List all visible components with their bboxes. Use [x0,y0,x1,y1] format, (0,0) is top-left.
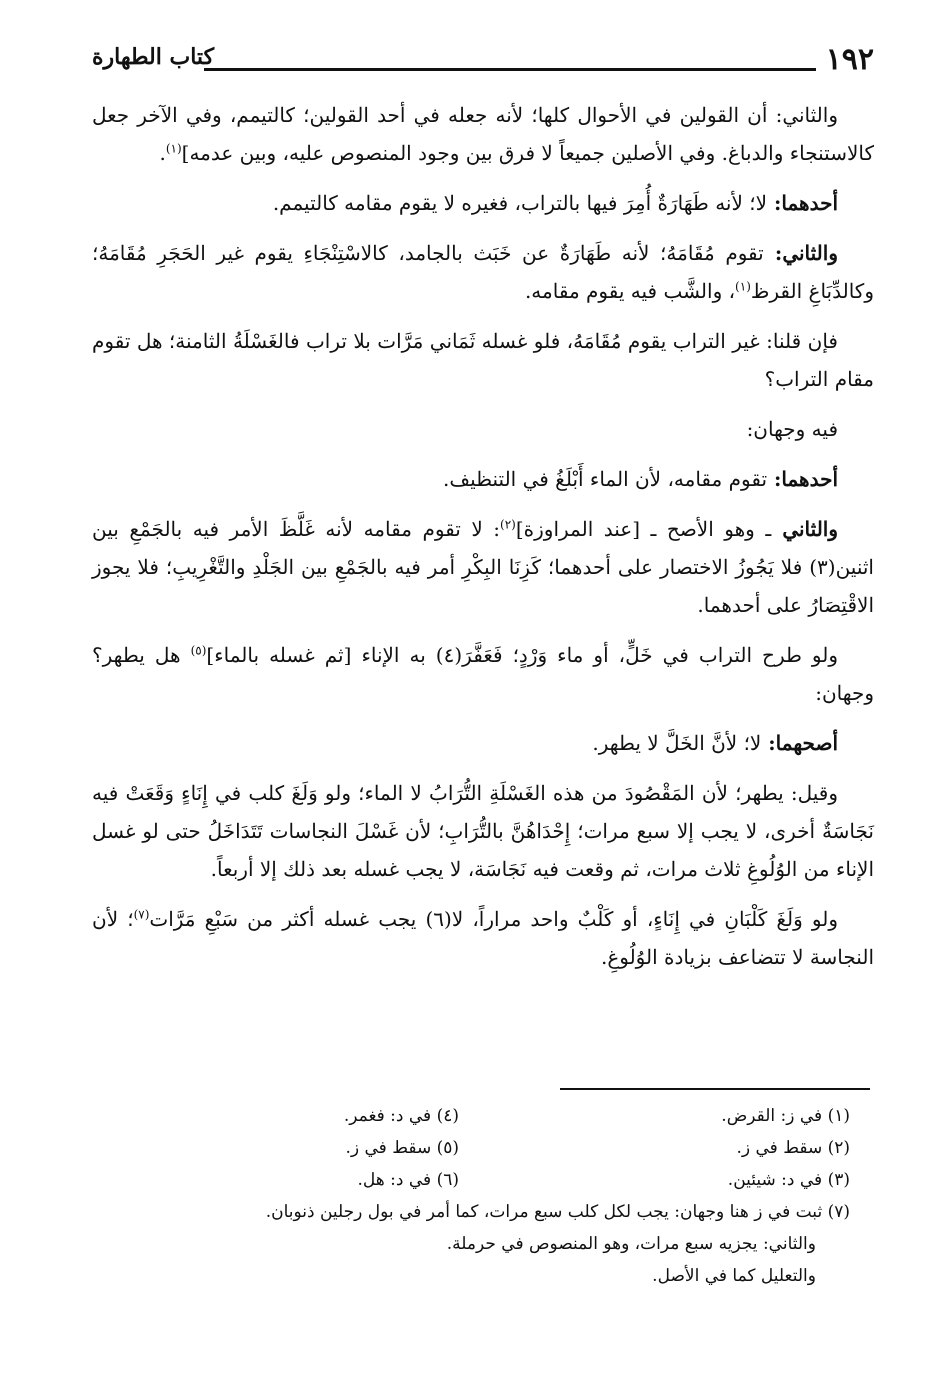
paragraph [92,774,874,888]
footnote-7-line: والتعليل كما في الأصل. [652,1266,816,1286]
paragraph [92,460,874,498]
footnotes [92,1100,874,1292]
paragraph [92,636,874,712]
main-text [92,96,874,988]
paragraph-text: فيه وجهان: [746,417,838,441]
paragraph-lead: أحدهما: [767,191,838,215]
paragraph-lead: أحدهما: [767,467,838,491]
paragraph-text: والثاني: أن القولين في الأحوال كلها؛ لأنه جعله في أحد القولين؛ كالتيمم، وفي الآخر جعل كالاستنجاء والدباغ. وفي الأصلين جميعاً لا فرق بين وجود المنصوص عليه، وبين عدمه] [92,103,874,165]
footnote-1: (١) في ز: القرض. [721,1106,850,1126]
paragraph-text: لا؛ لأنَّ الخَلَّ لا يطهر. [592,731,762,755]
paragraph-tail: : لا تقوم مقامه لأنه غَلَّظَ الأمر فيه بالجَمْعِ بين اثنين(٣) فلا يَجُوزُ الاختصار على أحدهما؛ كَزِنَا البِكْرِ أمر فيه بالجَمْعِ بين الجَلْدِ والتَّغْرِيبِ؛ فلا يجوز الاقْتِصَارُ على أحدهما. [92,517,874,617]
paragraph-tail: . [159,141,166,165]
page-number: ١٩٢ [825,42,874,77]
footnote-ref: (٥) [190,643,207,658]
footnote-column-right [483,1100,874,1196]
paragraph [92,510,874,624]
paragraph-tail: هل يطهر؟ وجهان: [92,643,874,705]
paragraph-lead: والثاني: [763,241,838,265]
paragraph-lead: أصحهما: [761,731,838,755]
paragraph-text: لا؛ لأنه طَهَارَةٌ أُمِرَ فيها بالتراب، فغيره لا يقوم مقامه كالتيمم. [272,191,768,215]
paragraph [92,322,874,398]
paragraph-text: ـ وهو الأصح ـ [عند المراوزة] [515,517,772,541]
footnote-7-line: (٧) ثبت في ز هنا وجهان: يجب لكل كلب سبع مرات، كما أمر في بول رجلين ذنوبان. [265,1202,850,1222]
paragraph [92,234,874,310]
footnote-6: (٦) في د: هل. [357,1170,459,1190]
paragraph [92,410,874,448]
paragraph-text: تقوم مقامه، لأن الماء أَبْلَغُ في التنظيف. [443,467,768,491]
page-header [92,40,874,86]
footnote-rule [560,1088,870,1090]
footnote-5: (٥) سقط في ز. [345,1138,459,1158]
paragraph-text: ولو وَلَغَ كَلْبَانِ في إِنَاءٍ، أو كَلْبٌ واحد مراراً، لا(٦) يجب غسله أكثر من سَبْعِ مَرَّات [149,907,838,931]
header-rule [204,68,816,71]
paragraph [92,96,874,172]
paragraph-text: فإن قلنا: غير التراب يقوم مُقَامَهُ، فلو غسله ثَمَاني مَرَّات بلا تراب فالغَسْلَةُ الثامنة؛ هل تقوم مقام التراب؟ [92,329,874,391]
footnote-7 [92,1196,874,1292]
footnote-ref: (١) [165,141,182,156]
running-title: كتاب الطهارة [92,44,215,70]
footnote-7-line: والثاني: يجزيه سبع مرات، وهو المنصوص في حرملة. [446,1234,816,1254]
paragraph-text: ولو طرح التراب في خَلٍّ، أو ماء وَرْدٍ؛ فَعَفَّرَ(٤) به الإناء [ثم غسله بالماء] [206,643,839,667]
footnote-column-left [92,1100,483,1196]
footnote-columns [92,1100,874,1196]
paragraph-lead: والثاني [771,517,838,541]
footnote-ref: (٢) [500,517,516,532]
paragraph-text: وقيل: يطهر؛ لأن المَقْصُودَ من هذه الغَسْلَةِ التُّرَابُ لا الماء؛ ولو وَلَغَ كلب في إِنَاءٍ وَقَعَتْ فيه نَجَاسَةٌ أخرى، لا يجب إلا سبع مرات؛ إِحْدَاهُنَّ بالتُّرَابِ؛ لأن غَسْلَ النجاسات تَتَدَاخَلُ حتى لو غسل الإناء من الوُلُوغِ ثلاث مرات، ثم وقعت فيه نَجَاسَة، لا يجب غسله بعد ذلك إلا أربعاً. [92,781,874,881]
footnote-ref: (٧) [133,907,150,922]
footnote-3: (٣) في د: شيئين. [727,1170,850,1190]
footnote-4: (٤) في د: فغمر. [343,1106,459,1126]
paragraph [92,900,874,976]
paragraph-tail: ؛ لأن النجاسة لا تتضاعف بزيادة الوُلُوغِ. [92,907,874,969]
footnote-2: (٢) سقط في ز. [736,1138,850,1158]
paragraph [92,724,874,762]
footnote-ref: (١) [735,279,751,294]
paragraph [92,184,874,222]
paragraph-text: تقوم مُقَامَهُ؛ لأنه طَهَارَةٌ عن خَبَث بالجامد، كالاسْتِنْجَاءِ يقوم غير الحَجَرِ مُقَامَهُ؛ وكالدِّبَاغِ القرظ [92,241,874,303]
paragraph-tail: ، والشَّب فيه يقوم مقامه. [524,279,736,303]
